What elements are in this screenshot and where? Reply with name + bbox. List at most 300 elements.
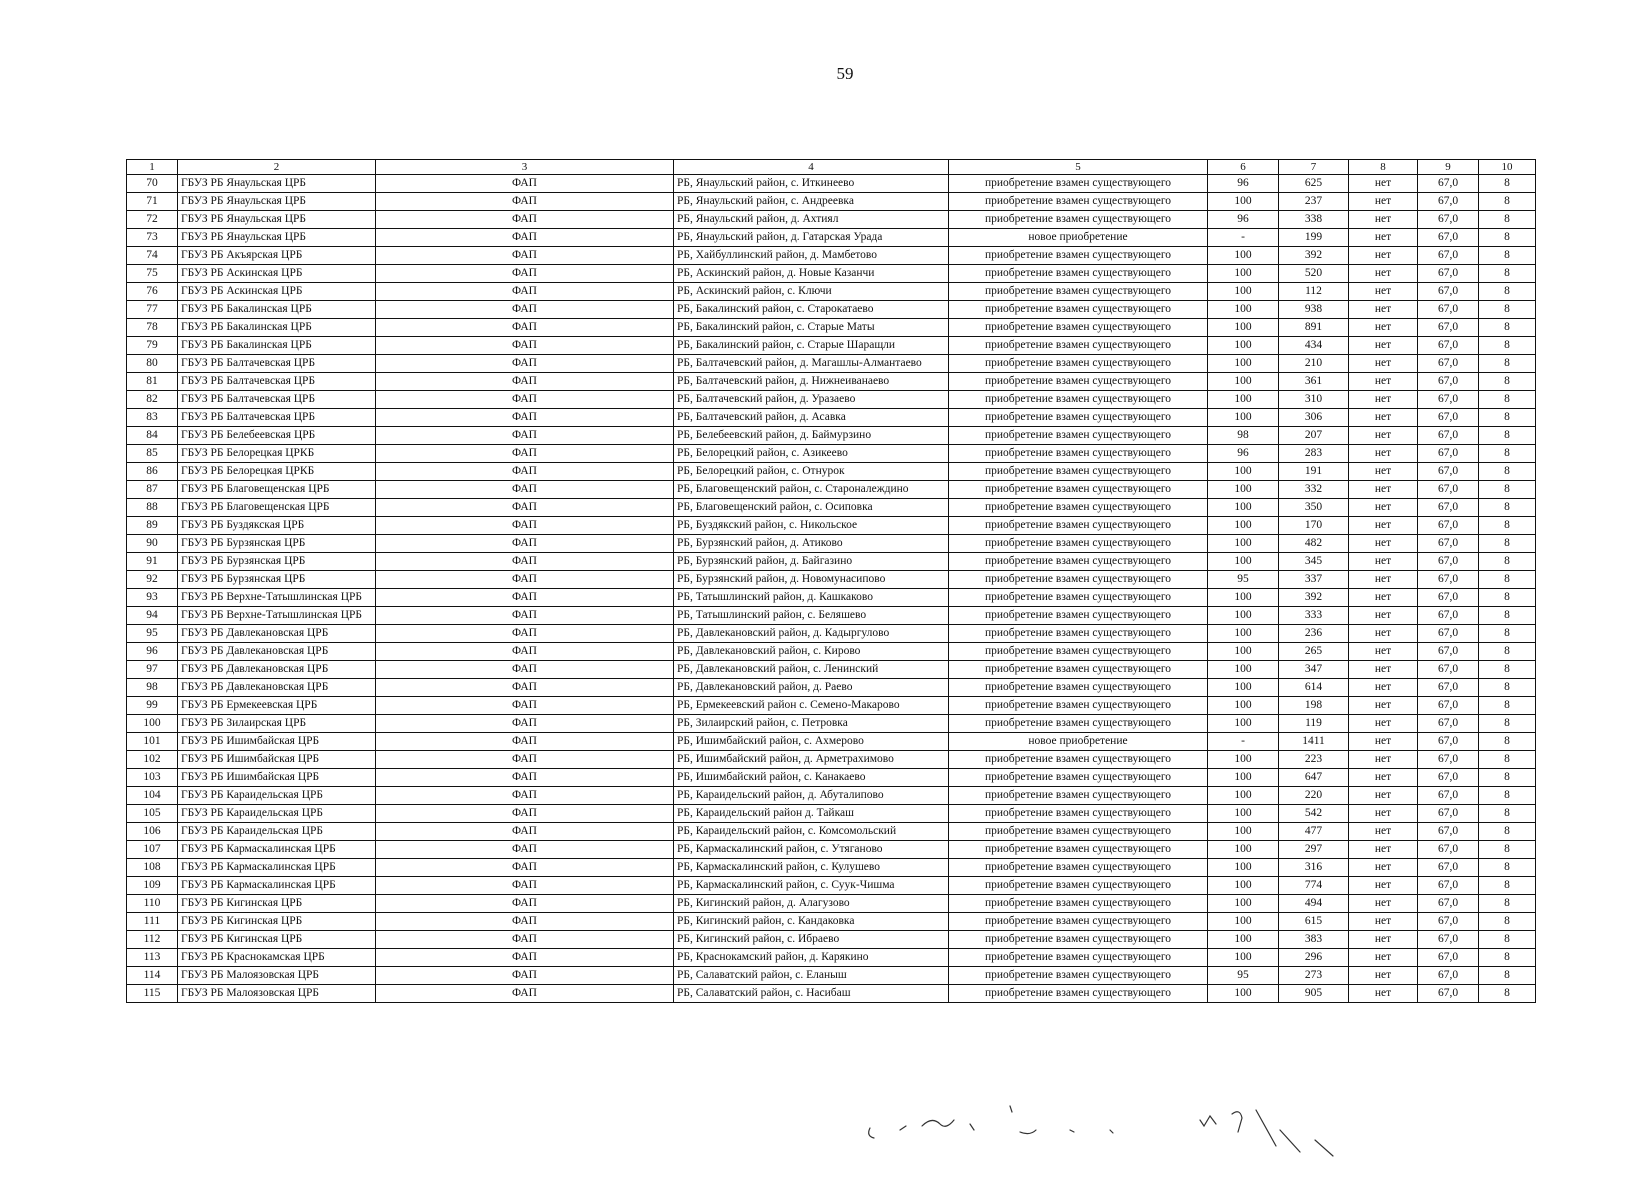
col9-value-cell: 67,0 bbox=[1418, 787, 1479, 805]
col7-value-cell: 625 bbox=[1279, 175, 1349, 193]
col9-value-cell: 67,0 bbox=[1418, 247, 1479, 265]
col7-value-cell: 296 bbox=[1279, 949, 1349, 967]
col7-value-cell: 350 bbox=[1279, 499, 1349, 517]
facility-type-cell: ФАП bbox=[376, 445, 674, 463]
col7-value-cell: 223 bbox=[1279, 751, 1349, 769]
col6-value-cell: 100 bbox=[1208, 643, 1279, 661]
col7-value-cell: 237 bbox=[1279, 193, 1349, 211]
col9-value-cell: 67,0 bbox=[1418, 841, 1479, 859]
col9-value-cell: 67,0 bbox=[1418, 769, 1479, 787]
row-number-cell: 85 bbox=[127, 445, 178, 463]
row-number-cell: 70 bbox=[127, 175, 178, 193]
col10-value-cell: 8 bbox=[1479, 283, 1536, 301]
address-cell: РБ, Кармаскалинский район, с. Утяганово bbox=[674, 841, 949, 859]
col9-value-cell: 67,0 bbox=[1418, 445, 1479, 463]
row-number-cell: 97 bbox=[127, 661, 178, 679]
row-number-cell: 96 bbox=[127, 643, 178, 661]
col8-value-cell: нет bbox=[1349, 247, 1418, 265]
col6-value-cell: 100 bbox=[1208, 301, 1279, 319]
col9-value-cell: 67,0 bbox=[1418, 373, 1479, 391]
col10-value-cell: 8 bbox=[1479, 211, 1536, 229]
facility-type-cell: ФАП bbox=[376, 229, 674, 247]
col10-value-cell: 8 bbox=[1479, 751, 1536, 769]
col6-value-cell: 96 bbox=[1208, 445, 1279, 463]
acquisition-type-cell: приобретение взамен существующего bbox=[949, 301, 1208, 319]
col8-value-cell: нет bbox=[1349, 445, 1418, 463]
address-cell: РБ, Балтачевский район, д. Асавка bbox=[674, 409, 949, 427]
acquisition-type-cell: приобретение взамен существующего bbox=[949, 823, 1208, 841]
table-row bbox=[127, 877, 1536, 895]
signature-scribble bbox=[860, 1090, 1420, 1170]
facility-type-cell: ФАП bbox=[376, 337, 674, 355]
row-number-cell: 78 bbox=[127, 319, 178, 337]
facility-type-cell: ФАП bbox=[376, 895, 674, 913]
facility-type-cell: ФАП bbox=[376, 589, 674, 607]
col6-value-cell: 100 bbox=[1208, 607, 1279, 625]
col7-value-cell: 283 bbox=[1279, 445, 1349, 463]
acquisition-type-cell: приобретение взамен существующего bbox=[949, 643, 1208, 661]
col9-value-cell: 67,0 bbox=[1418, 175, 1479, 193]
table-row bbox=[127, 175, 1536, 193]
col6-value-cell: 100 bbox=[1208, 409, 1279, 427]
acquisition-type-cell: приобретение взамен существующего bbox=[949, 391, 1208, 409]
address-cell: РБ, Хайбуллинский район, д. Мамбетово bbox=[674, 247, 949, 265]
address-cell: РБ, Белорецкий район, с. Азикеево bbox=[674, 445, 949, 463]
table-row bbox=[127, 625, 1536, 643]
acquisition-type-cell: приобретение взамен существующего bbox=[949, 661, 1208, 679]
row-number-cell: 82 bbox=[127, 391, 178, 409]
organization-cell: ГБУЗ РБ Ишимбайская ЦРБ bbox=[178, 769, 376, 787]
facility-type-cell: ФАП bbox=[376, 571, 674, 589]
acquisition-type-cell: приобретение взамен существующего bbox=[949, 967, 1208, 985]
organization-cell: ГБУЗ РБ Бурзянская ЦРБ bbox=[178, 553, 376, 571]
col8-value-cell: нет bbox=[1349, 913, 1418, 931]
table-row bbox=[127, 823, 1536, 841]
col6-value-cell: 100 bbox=[1208, 553, 1279, 571]
row-number-cell: 102 bbox=[127, 751, 178, 769]
organization-cell: ГБУЗ РБ Кигинская ЦРБ bbox=[178, 895, 376, 913]
table-row bbox=[127, 679, 1536, 697]
table-row bbox=[127, 301, 1536, 319]
organization-cell: ГБУЗ РБ Аскинская ЦРБ bbox=[178, 283, 376, 301]
row-number-cell: 112 bbox=[127, 931, 178, 949]
table-row bbox=[127, 967, 1536, 985]
address-cell: РБ, Балтачевский район, д. Нижнеиванаево bbox=[674, 373, 949, 391]
col8-value-cell: нет bbox=[1349, 931, 1418, 949]
facility-type-cell: ФАП bbox=[376, 877, 674, 895]
address-cell: РБ, Зилаирский район, с. Петровка bbox=[674, 715, 949, 733]
acquisition-type-cell: новое приобретение bbox=[949, 229, 1208, 247]
organization-cell: ГБУЗ РБ Балтачевская ЦРБ bbox=[178, 409, 376, 427]
col9-value-cell: 67,0 bbox=[1418, 193, 1479, 211]
col7-value-cell: 345 bbox=[1279, 553, 1349, 571]
organization-cell: ГБУЗ РБ Давлекановская ЦРБ bbox=[178, 661, 376, 679]
table-row bbox=[127, 697, 1536, 715]
col8-value-cell: нет bbox=[1349, 697, 1418, 715]
col10-value-cell: 8 bbox=[1479, 373, 1536, 391]
col8-value-cell: нет bbox=[1349, 319, 1418, 337]
address-cell: РБ, Давлекановский район, д. Кадыргулово bbox=[674, 625, 949, 643]
address-cell: РБ, Янаульский район, д. Ахтиял bbox=[674, 211, 949, 229]
facility-type-cell: ФАП bbox=[376, 607, 674, 625]
acquisition-type-cell: приобретение взамен существующего bbox=[949, 877, 1208, 895]
acquisition-type-cell: приобретение взамен существующего bbox=[949, 355, 1208, 373]
organization-cell: ГБУЗ РБ Балтачевская ЦРБ bbox=[178, 355, 376, 373]
facility-type-cell: ФАП bbox=[376, 913, 674, 931]
facility-type-cell: ФАП bbox=[376, 643, 674, 661]
col7-value-cell: 210 bbox=[1279, 355, 1349, 373]
col7-value-cell: 337 bbox=[1279, 571, 1349, 589]
col10-value-cell: 8 bbox=[1479, 517, 1536, 535]
organization-cell: ГБУЗ РБ Аскинская ЦРБ bbox=[178, 265, 376, 283]
col7-value-cell: 494 bbox=[1279, 895, 1349, 913]
col6-value-cell: 100 bbox=[1208, 985, 1279, 1003]
facility-type-cell: ФАП bbox=[376, 661, 674, 679]
col9-value-cell: 67,0 bbox=[1418, 697, 1479, 715]
address-cell: РБ, Караидельский район, с. Комсомольский bbox=[674, 823, 949, 841]
col7-value-cell: 434 bbox=[1279, 337, 1349, 355]
address-cell: РБ, Буздякский район, с. Никольское bbox=[674, 517, 949, 535]
address-cell: РБ, Кигинский район, с. Ибраево bbox=[674, 931, 949, 949]
col6-value-cell: 100 bbox=[1208, 877, 1279, 895]
col10-value-cell: 8 bbox=[1479, 193, 1536, 211]
acquisition-type-cell: приобретение взамен существующего bbox=[949, 949, 1208, 967]
facility-type-cell: ФАП bbox=[376, 769, 674, 787]
col6-value-cell: 100 bbox=[1208, 499, 1279, 517]
col8-value-cell: нет bbox=[1349, 175, 1418, 193]
table-row bbox=[127, 499, 1536, 517]
organization-cell: ГБУЗ РБ Балтачевская ЦРБ bbox=[178, 391, 376, 409]
col-header-1: 1 bbox=[127, 160, 178, 175]
col-header-7: 7 bbox=[1279, 160, 1349, 175]
col6-value-cell: 100 bbox=[1208, 895, 1279, 913]
organization-cell: ГБУЗ РБ Малоязовская ЦРБ bbox=[178, 967, 376, 985]
row-number-cell: 92 bbox=[127, 571, 178, 589]
col-header-4: 4 bbox=[674, 160, 949, 175]
col9-value-cell: 67,0 bbox=[1418, 409, 1479, 427]
facility-type-cell: ФАП bbox=[376, 481, 674, 499]
col7-value-cell: 333 bbox=[1279, 607, 1349, 625]
facility-type-cell: ФАП bbox=[376, 319, 674, 337]
row-number-cell: 101 bbox=[127, 733, 178, 751]
acquisition-type-cell: приобретение взамен существующего bbox=[949, 895, 1208, 913]
col7-value-cell: 332 bbox=[1279, 481, 1349, 499]
col6-value-cell: 95 bbox=[1208, 571, 1279, 589]
table-row bbox=[127, 985, 1536, 1003]
acquisition-type-cell: приобретение взамен существующего bbox=[949, 715, 1208, 733]
col8-value-cell: нет bbox=[1349, 967, 1418, 985]
col7-value-cell: 220 bbox=[1279, 787, 1349, 805]
acquisition-type-cell: приобретение взамен существующего bbox=[949, 841, 1208, 859]
row-number-cell: 73 bbox=[127, 229, 178, 247]
acquisition-type-cell: приобретение взамен существующего bbox=[949, 427, 1208, 445]
col9-value-cell: 67,0 bbox=[1418, 589, 1479, 607]
address-cell: РБ, Янаульский район, с. Иткинеево bbox=[674, 175, 949, 193]
acquisition-type-cell: приобретение взамен существующего bbox=[949, 697, 1208, 715]
facility-type-cell: ФАП bbox=[376, 175, 674, 193]
col8-value-cell: нет bbox=[1349, 535, 1418, 553]
facility-type-cell: ФАП bbox=[376, 967, 674, 985]
col6-value-cell: 100 bbox=[1208, 481, 1279, 499]
col9-value-cell: 67,0 bbox=[1418, 391, 1479, 409]
address-cell: РБ, Краснокамский район, д. Карякино bbox=[674, 949, 949, 967]
row-number-cell: 99 bbox=[127, 697, 178, 715]
col8-value-cell: нет bbox=[1349, 391, 1418, 409]
row-number-cell: 98 bbox=[127, 679, 178, 697]
col9-value-cell: 67,0 bbox=[1418, 949, 1479, 967]
col8-value-cell: нет bbox=[1349, 661, 1418, 679]
col10-value-cell: 8 bbox=[1479, 391, 1536, 409]
col10-value-cell: 8 bbox=[1479, 679, 1536, 697]
col-header-3: 3 bbox=[376, 160, 674, 175]
address-cell: РБ, Белебеевский район, д. Баймурзино bbox=[674, 427, 949, 445]
col7-value-cell: 542 bbox=[1279, 805, 1349, 823]
table-row bbox=[127, 391, 1536, 409]
col6-value-cell: 98 bbox=[1208, 427, 1279, 445]
col7-value-cell: 273 bbox=[1279, 967, 1349, 985]
col10-value-cell: 8 bbox=[1479, 355, 1536, 373]
facility-type-cell: ФАП bbox=[376, 715, 674, 733]
col10-value-cell: 8 bbox=[1479, 985, 1536, 1003]
col6-value-cell: 100 bbox=[1208, 949, 1279, 967]
col8-value-cell: нет bbox=[1349, 373, 1418, 391]
row-number-cell: 89 bbox=[127, 517, 178, 535]
organization-cell: ГБУЗ РБ Бакалинская ЦРБ bbox=[178, 301, 376, 319]
address-cell: РБ, Бурзянский район, д. Атиково bbox=[674, 535, 949, 553]
col9-value-cell: 67,0 bbox=[1418, 715, 1479, 733]
col8-value-cell: нет bbox=[1349, 733, 1418, 751]
col7-value-cell: 338 bbox=[1279, 211, 1349, 229]
col10-value-cell: 8 bbox=[1479, 931, 1536, 949]
col8-value-cell: нет bbox=[1349, 877, 1418, 895]
table-row bbox=[127, 319, 1536, 337]
col10-value-cell: 8 bbox=[1479, 319, 1536, 337]
table-row bbox=[127, 733, 1536, 751]
col8-value-cell: нет bbox=[1349, 823, 1418, 841]
acquisition-type-cell: приобретение взамен существующего bbox=[949, 931, 1208, 949]
col8-value-cell: нет bbox=[1349, 679, 1418, 697]
address-cell: РБ, Аскинский район, с. Ключи bbox=[674, 283, 949, 301]
col10-value-cell: 8 bbox=[1479, 553, 1536, 571]
col6-value-cell: 100 bbox=[1208, 535, 1279, 553]
facility-type-cell: ФАП bbox=[376, 265, 674, 283]
col9-value-cell: 67,0 bbox=[1418, 985, 1479, 1003]
col9-value-cell: 67,0 bbox=[1418, 679, 1479, 697]
address-cell: РБ, Благовещенский район, с. Осиповка bbox=[674, 499, 949, 517]
organization-cell: ГБУЗ РБ Давлекановская ЦРБ bbox=[178, 679, 376, 697]
col9-value-cell: 67,0 bbox=[1418, 355, 1479, 373]
row-number-cell: 86 bbox=[127, 463, 178, 481]
col6-value-cell: 100 bbox=[1208, 391, 1279, 409]
table-row bbox=[127, 931, 1536, 949]
organization-cell: ГБУЗ РБ Ишимбайская ЦРБ bbox=[178, 751, 376, 769]
col10-value-cell: 8 bbox=[1479, 535, 1536, 553]
col7-value-cell: 905 bbox=[1279, 985, 1349, 1003]
acquisition-type-cell: приобретение взамен существующего bbox=[949, 859, 1208, 877]
col6-value-cell: 100 bbox=[1208, 661, 1279, 679]
address-cell: РБ, Кармаскалинский район, с. Суук-Чишма bbox=[674, 877, 949, 895]
facility-type-cell: ФАП bbox=[376, 985, 674, 1003]
col7-value-cell: 170 bbox=[1279, 517, 1349, 535]
col9-value-cell: 67,0 bbox=[1418, 229, 1479, 247]
col10-value-cell: 8 bbox=[1479, 643, 1536, 661]
col8-value-cell: нет bbox=[1349, 211, 1418, 229]
organization-cell: ГБУЗ РБ Давлекановская ЦРБ bbox=[178, 643, 376, 661]
col6-value-cell: 100 bbox=[1208, 283, 1279, 301]
col9-value-cell: 67,0 bbox=[1418, 823, 1479, 841]
address-cell: РБ, Давлекановский район, с. Кирово bbox=[674, 643, 949, 661]
address-cell: РБ, Ишимбайский район, с. Канакаево bbox=[674, 769, 949, 787]
facility-type-cell: ФАП bbox=[376, 355, 674, 373]
table-row bbox=[127, 913, 1536, 931]
col10-value-cell: 8 bbox=[1479, 787, 1536, 805]
col10-value-cell: 8 bbox=[1479, 571, 1536, 589]
col8-value-cell: нет bbox=[1349, 409, 1418, 427]
col8-value-cell: нет bbox=[1349, 805, 1418, 823]
organization-cell: ГБУЗ РБ Янаульская ЦРБ bbox=[178, 175, 376, 193]
col8-value-cell: нет bbox=[1349, 787, 1418, 805]
acquisition-type-cell: приобретение взамен существующего bbox=[949, 481, 1208, 499]
col8-value-cell: нет bbox=[1349, 427, 1418, 445]
address-cell: РБ, Благовещенский район, с. Староналеждино bbox=[674, 481, 949, 499]
col10-value-cell: 8 bbox=[1479, 877, 1536, 895]
facility-table bbox=[126, 159, 1536, 1003]
facility-type-cell: ФАП bbox=[376, 679, 674, 697]
acquisition-type-cell: приобретение взамен существующего bbox=[949, 463, 1208, 481]
address-cell: РБ, Бурзянский район, д. Байгазино bbox=[674, 553, 949, 571]
address-cell: РБ, Белорецкий район, с. Отнурок bbox=[674, 463, 949, 481]
acquisition-type-cell: приобретение взамен существующего bbox=[949, 283, 1208, 301]
organization-cell: ГБУЗ РБ Бурзянская ЦРБ bbox=[178, 571, 376, 589]
col7-value-cell: 520 bbox=[1279, 265, 1349, 283]
acquisition-type-cell: приобретение взамен существующего bbox=[949, 985, 1208, 1003]
col7-value-cell: 347 bbox=[1279, 661, 1349, 679]
table-row bbox=[127, 427, 1536, 445]
acquisition-type-cell: приобретение взамен существующего bbox=[949, 445, 1208, 463]
col-header-10: 10 bbox=[1479, 160, 1536, 175]
col6-value-cell: 100 bbox=[1208, 697, 1279, 715]
col7-value-cell: 198 bbox=[1279, 697, 1349, 715]
col6-value-cell: 100 bbox=[1208, 355, 1279, 373]
col10-value-cell: 8 bbox=[1479, 949, 1536, 967]
facility-type-cell: ФАП bbox=[376, 787, 674, 805]
row-number-cell: 80 bbox=[127, 355, 178, 373]
col9-value-cell: 67,0 bbox=[1418, 463, 1479, 481]
row-number-cell: 93 bbox=[127, 589, 178, 607]
col10-value-cell: 8 bbox=[1479, 715, 1536, 733]
table-row bbox=[127, 247, 1536, 265]
acquisition-type-cell: приобретение взамен существующего bbox=[949, 589, 1208, 607]
col10-value-cell: 8 bbox=[1479, 805, 1536, 823]
row-number-cell: 106 bbox=[127, 823, 178, 841]
col7-value-cell: 316 bbox=[1279, 859, 1349, 877]
col10-value-cell: 8 bbox=[1479, 427, 1536, 445]
address-cell: РБ, Салаватский район, с. Еланыш bbox=[674, 967, 949, 985]
organization-cell: ГБУЗ РБ Белорецкая ЦРКБ bbox=[178, 463, 376, 481]
table-row bbox=[127, 787, 1536, 805]
row-number-cell: 109 bbox=[127, 877, 178, 895]
address-cell: РБ, Янаульский район, с. Андреевка bbox=[674, 193, 949, 211]
organization-cell: ГБУЗ РБ Верхне-Татышлинская ЦРБ bbox=[178, 607, 376, 625]
col8-value-cell: нет bbox=[1349, 589, 1418, 607]
acquisition-type-cell: приобретение взамен существующего bbox=[949, 319, 1208, 337]
col10-value-cell: 8 bbox=[1479, 661, 1536, 679]
col-header-5: 5 bbox=[949, 160, 1208, 175]
col9-value-cell: 67,0 bbox=[1418, 427, 1479, 445]
col10-value-cell: 8 bbox=[1479, 859, 1536, 877]
facility-type-cell: ФАП bbox=[376, 751, 674, 769]
address-cell: РБ, Давлекановский район, д. Раево bbox=[674, 679, 949, 697]
col10-value-cell: 8 bbox=[1479, 229, 1536, 247]
table-row bbox=[127, 949, 1536, 967]
acquisition-type-cell: приобретение взамен существующего bbox=[949, 535, 1208, 553]
address-cell: РБ, Бурзянский район, д. Новомунасипово bbox=[674, 571, 949, 589]
col10-value-cell: 8 bbox=[1479, 913, 1536, 931]
address-cell: РБ, Давлекановский район, с. Ленинский bbox=[674, 661, 949, 679]
col6-value-cell: 100 bbox=[1208, 589, 1279, 607]
acquisition-type-cell: приобретение взамен существующего bbox=[949, 913, 1208, 931]
row-number-cell: 90 bbox=[127, 535, 178, 553]
facility-type-cell: ФАП bbox=[376, 805, 674, 823]
facility-type-cell: ФАП bbox=[376, 517, 674, 535]
col7-value-cell: 938 bbox=[1279, 301, 1349, 319]
col-header-8: 8 bbox=[1349, 160, 1418, 175]
facility-type-cell: ФАП bbox=[376, 247, 674, 265]
row-number-cell: 100 bbox=[127, 715, 178, 733]
col10-value-cell: 8 bbox=[1479, 481, 1536, 499]
table-row bbox=[127, 589, 1536, 607]
organization-cell: ГБУЗ РБ Ишимбайская ЦРБ bbox=[178, 733, 376, 751]
row-number-cell: 75 bbox=[127, 265, 178, 283]
table-row bbox=[127, 337, 1536, 355]
organization-cell: ГБУЗ РБ Кигинская ЦРБ bbox=[178, 931, 376, 949]
col8-value-cell: нет bbox=[1349, 229, 1418, 247]
row-number-cell: 79 bbox=[127, 337, 178, 355]
table-row bbox=[127, 841, 1536, 859]
table-row bbox=[127, 859, 1536, 877]
col6-value-cell: 100 bbox=[1208, 319, 1279, 337]
organization-cell: ГБУЗ РБ Кармаскалинская ЦРБ bbox=[178, 841, 376, 859]
col6-value-cell: - bbox=[1208, 229, 1279, 247]
facility-type-cell: ФАП bbox=[376, 535, 674, 553]
col10-value-cell: 8 bbox=[1479, 409, 1536, 427]
organization-cell: ГБУЗ РБ Янаульская ЦРБ bbox=[178, 211, 376, 229]
col8-value-cell: нет bbox=[1349, 625, 1418, 643]
col6-value-cell: 100 bbox=[1208, 823, 1279, 841]
address-cell: РБ, Аскинский район, д. Новые Казанчи bbox=[674, 265, 949, 283]
col10-value-cell: 8 bbox=[1479, 445, 1536, 463]
acquisition-type-cell: приобретение взамен существующего bbox=[949, 247, 1208, 265]
organization-cell: ГБУЗ РБ Кармаскалинская ЦРБ bbox=[178, 859, 376, 877]
organization-cell: ГБУЗ РБ Янаульская ЦРБ bbox=[178, 193, 376, 211]
row-number-cell: 105 bbox=[127, 805, 178, 823]
table-row bbox=[127, 643, 1536, 661]
acquisition-type-cell: приобретение взамен существующего bbox=[949, 517, 1208, 535]
col8-value-cell: нет bbox=[1349, 283, 1418, 301]
col10-value-cell: 8 bbox=[1479, 625, 1536, 643]
col7-value-cell: 482 bbox=[1279, 535, 1349, 553]
col6-value-cell: 95 bbox=[1208, 967, 1279, 985]
col10-value-cell: 8 bbox=[1479, 697, 1536, 715]
col7-value-cell: 119 bbox=[1279, 715, 1349, 733]
table-row bbox=[127, 805, 1536, 823]
table-row bbox=[127, 661, 1536, 679]
col9-value-cell: 67,0 bbox=[1418, 661, 1479, 679]
col7-value-cell: 191 bbox=[1279, 463, 1349, 481]
facility-type-cell: ФАП bbox=[376, 211, 674, 229]
row-number-cell: 76 bbox=[127, 283, 178, 301]
col7-value-cell: 392 bbox=[1279, 247, 1349, 265]
